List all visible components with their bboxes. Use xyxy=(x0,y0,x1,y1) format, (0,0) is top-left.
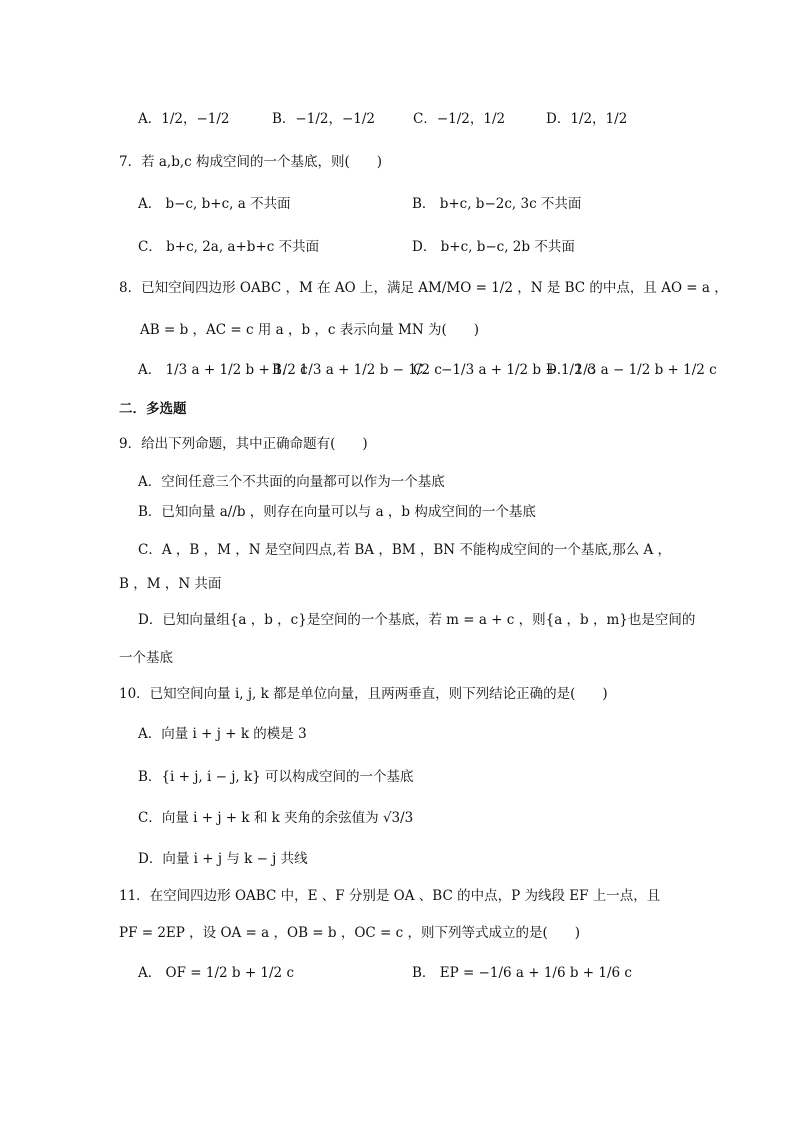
q7-stem: 7．若 a,b,c 构成空间的一个基底，则( ) xyxy=(119,154,383,170)
q9-option-d-line1: D．已知向量组{a ，b ，c}是空间的一个基底，若 m = a + c ，则{a ，b ，m}也是空间的 xyxy=(138,612,696,628)
q8-option-a: A． 1/3 a + 1/2 b + 1/2 c xyxy=(138,362,308,378)
q8-stem-line2: AB = b ，AC = c 用 a ，b ，c 表示向量 MN 为( ) xyxy=(140,322,479,338)
section-heading-multiple-choice: 二．多选题 xyxy=(119,401,187,417)
q9-option-c-line2: B ，M ，N 共面 xyxy=(119,576,222,592)
q9-option-d-line2: 一个基底 xyxy=(119,650,173,666)
q6-option-a: A．1/2，−1/2 xyxy=(138,111,230,127)
q7-option-d: D． b+c, b−c, 2b 不共面 xyxy=(412,239,575,255)
q10-option-d: D．向量 i + j 与 k − j 共线 xyxy=(138,851,308,867)
q9-option-b: B．已知向量 a//b ，则存在向量可以与 a ，b 构成空间的一个基底 xyxy=(138,504,536,520)
q11-option-b: B． EP = −1/6 a + 1/6 b + 1/6 c xyxy=(412,965,632,981)
q6-option-d: D．1/2，1/2 xyxy=(546,111,628,127)
q11-stem-line2: PF = 2EP ，设 OA = a ，OB = b ，OC = c ，则下列等式成立的是( ) xyxy=(119,925,580,941)
q7-option-b: B． b+c, b−2c, 3c 不共面 xyxy=(412,196,582,212)
q7-option-a: A． b−c, b+c, a 不共面 xyxy=(138,196,291,212)
q8-stem-line1: 8．已知空间四边形 OABC ，M 在 AO 上，满足 AM/MO = 1/2 ，N 是 BC 的中点，且 AO = a ， xyxy=(119,280,728,296)
q10-option-c: C．向量 i + j + k 和 k 夹角的余弦值为 √3/3 xyxy=(138,810,414,826)
q10-option-a: A．向量 i + j + k 的模是 3 xyxy=(138,726,307,742)
q8-option-b: B． 1/3 a + 1/2 b − 1/2 c xyxy=(272,362,442,378)
q6-option-c: C．−1/2，1/2 xyxy=(413,111,506,127)
q8-option-c: C． −1/3 a + 1/2 b + 1/2 c xyxy=(413,362,595,378)
q7-option-c: C． b+c, 2a, a+b+c 不共面 xyxy=(138,239,320,255)
q9-option-a: A．空间任意三个不共面的向量都可以作为一个基底 xyxy=(138,474,445,490)
q8-option-d: D． 1/3 a − 1/2 b + 1/2 c xyxy=(546,362,717,378)
q9-stem: 9．给出下列命题，其中正确命题有( ) xyxy=(119,436,368,452)
q9-option-c-line1: C．A ，B ，M ，N 是空间四点,若 BA ，BM ，BN 不能构成空间的一个基底,那么 A ， xyxy=(138,542,672,558)
q10-stem: 10．已知空间向量 i, j, k 都是单位向量，且两两垂直，则下列结论正确的是( ) xyxy=(119,686,608,702)
q10-option-b: B．{i + j, i − j, k} 可以构成空间的一个基底 xyxy=(138,769,414,785)
q11-option-a: A． OF = 1/2 b + 1/2 c xyxy=(138,965,295,981)
q11-stem-line1: 11．在空间四边形 OABC 中，E 、F 分别是 OA 、BC 的中点，P 为线段 EF 上一点，且 xyxy=(119,888,661,904)
q6-option-b: B．−1/2，−1/2 xyxy=(272,111,375,127)
